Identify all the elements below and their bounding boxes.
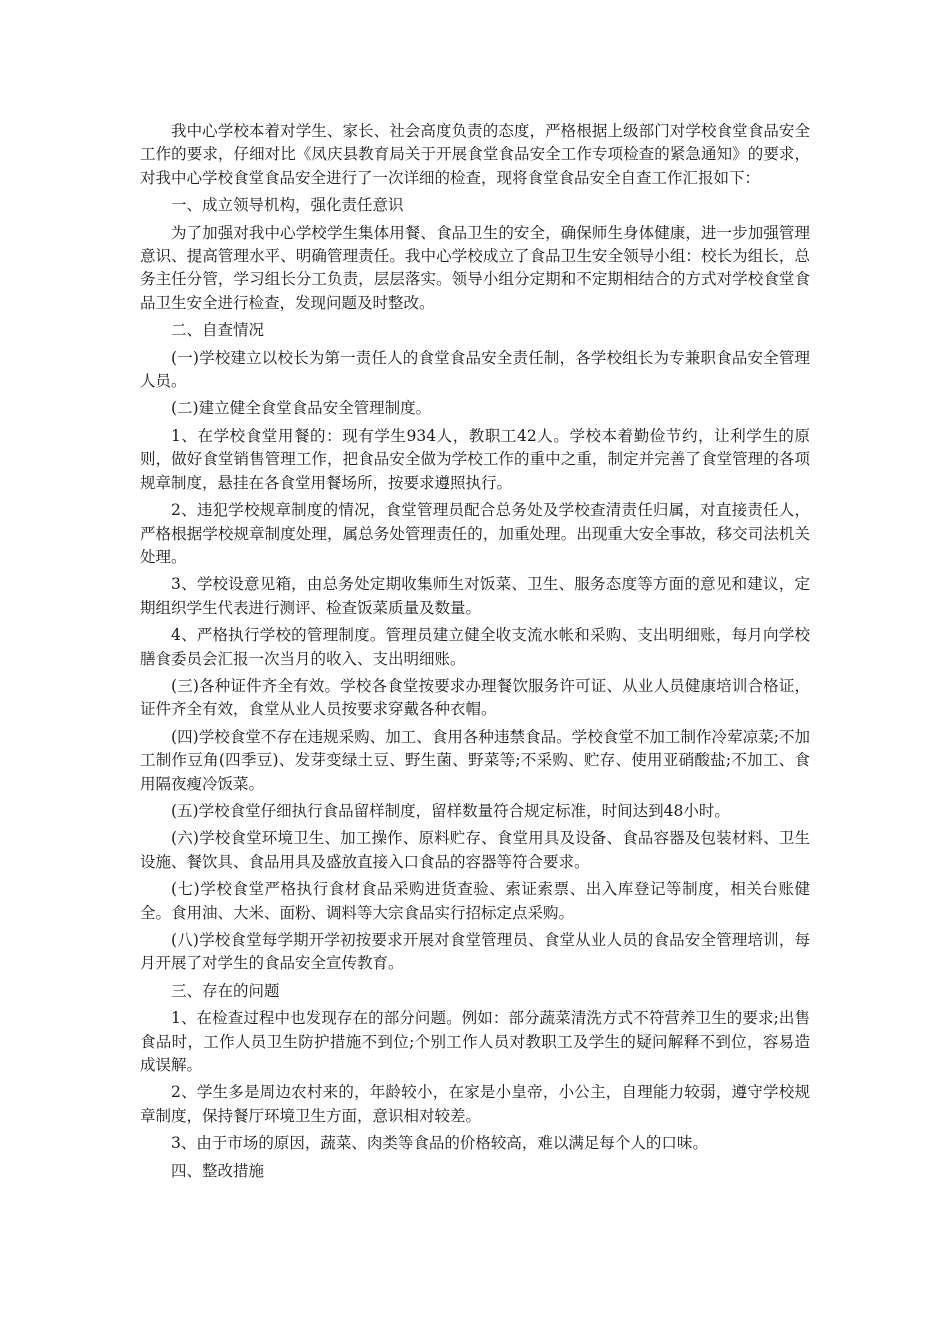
problem-3-paragraph: 3、由于市场的原因，蔬菜、肉类等食品的价格较高，难以满足每个人的口味。 (171, 1134, 708, 1153)
item-1-paragraph: (一)学校建立以校长为第一责任人的食堂食品安全责任制，各学校组长为专兼职食品安全管理人员。 (140, 348, 810, 391)
subitem-1-paragraph: 1、在学校食堂用餐的：现有学生934人，教职工42人。学校本着勤俭节约，让利学生的原则，做好食堂销售管理工作，把食品安全做为学校工作的重中之重，制定并完善了食堂管理的各项规章制度，悬挂在各食堂用餐场所，按要求遵照执行。 (140, 426, 810, 492)
section-heading-1: 一、成立领导机构，强化责任意识 (171, 196, 404, 215)
document-body (140, 120, 810, 1187)
item-2-paragraph: (二)建立健全食堂食品安全管理制度。 (171, 399, 432, 418)
subitem-4-paragraph: 4、严格执行学校的管理制度。管理员建立健全收支流水帐和采购、支出明细账，每月向学校膳食委员会汇报一次当月的收入、支出明细账。 (140, 626, 810, 668)
problem-1-paragraph: 1、在检查过程中也发现存在的部分问题。例如：部分蔬菜清洗方式不符营养卫生的要求;出售食品时，工作人员卫生防护措施不到位;个别工作人员对教职工及学生的疑问解释不到位，容易造成误解。 (140, 1009, 810, 1075)
problem-2-paragraph: 2、学生多是周边农村来的，年龄较小，在家是小皇帝，小公主，自理能力较弱，遵守学校规章制度，保持餐厅环境卫生方面，意识相对较差。 (140, 1083, 810, 1125)
section-heading-2: 二、自查情况 (171, 321, 265, 340)
intro-paragraph: 我中心学校本着对学生、家长、社会高度负责的态度，严格根据上级部门对学校食堂食品安全工作的要求，仔细对比《凤庆县教育局关于开展食堂食品安全工作专项检查的紧急通知》的要求，对我中心学校食堂食品安全进行了一次详细的检查，现将食堂食品安全自查工作汇报如下： (140, 122, 810, 187)
section-heading-3: 三、存在的问题 (171, 981, 280, 1000)
section-1-paragraph: 为了加强对我中心学校学生集体用餐、食品卫生的安全，确保师生身体健康，进一步加强管理意识、提高管理水平、明确管理责任。我中心学校成立了食品卫生安全领导小组：校长为组长，总务主任分管，学习组长分工负责，层层落实。领导小组分定期和不定期相结合的方式对学校食堂食品卫生安全进行检查，发现问题及时整改。 (140, 223, 810, 312)
item-3-paragraph: (三)各种证件齐全有效。学校各食堂按要求办理餐饮服务许可证、从业人员健康培训合格证，证件齐全有效，食堂从业人员按要求穿戴各种衣帽。 (140, 676, 810, 719)
subitem-2-paragraph: 2、违犯学校规章制度的情况，食堂管理员配合总务处及学校查清责任归属，对直接责任人，严格根据学校规章制度处理，属总务处管理责任的，加重处理。出现重大安全事故，移交司法机关处理。 (140, 501, 810, 566)
subitem-3-paragraph: 3、学校设意见箱，由总务处定期收集师生对饭菜、卫生、服务态度等方面的意见和建议，定期组织学生代表进行测评、检查饭菜质量及数量。 (140, 575, 810, 617)
item-4-paragraph: (四)学校食堂不存在违规采购、加工、食用各种违禁食品。学校食堂不加工制作冷荤凉菜;不加工制作豆角(四季豆)、发芽变绿土豆、野生菌、野菜等;不采购、贮存、使用亚硝酸盐;不加工、食用隔夜瘦冷饭菜。 (140, 727, 810, 793)
item-7-paragraph: (七)学校食堂严格执行食材食品采购进货查验、索证索票、出入库登记等制度，相关台账健全。食用油、大米、面粉、调料等大宗食品实行招标定点采购。 (140, 880, 810, 922)
section-heading-4: 四、整改措施 (171, 1161, 265, 1180)
item-6-paragraph: (六)学校食堂环境卫生、加工操作、原料贮存、食堂用具及设备、食品容器及包装材料、卫生设施、餐饮具、食品用具及盛放直接入口食品的容器等符合要求。 (140, 829, 810, 871)
item-8-paragraph: (八)学校食堂每学期开学初按要求开展对食堂管理员、食堂从业人员的食品安全管理培训，每月开展了对学生的食品安全宣传教育。 (140, 931, 810, 973)
item-5-paragraph: (五)学校食堂仔细执行食品留样制度，留样数量符合规定标准，时间达到48小时。 (171, 801, 730, 820)
